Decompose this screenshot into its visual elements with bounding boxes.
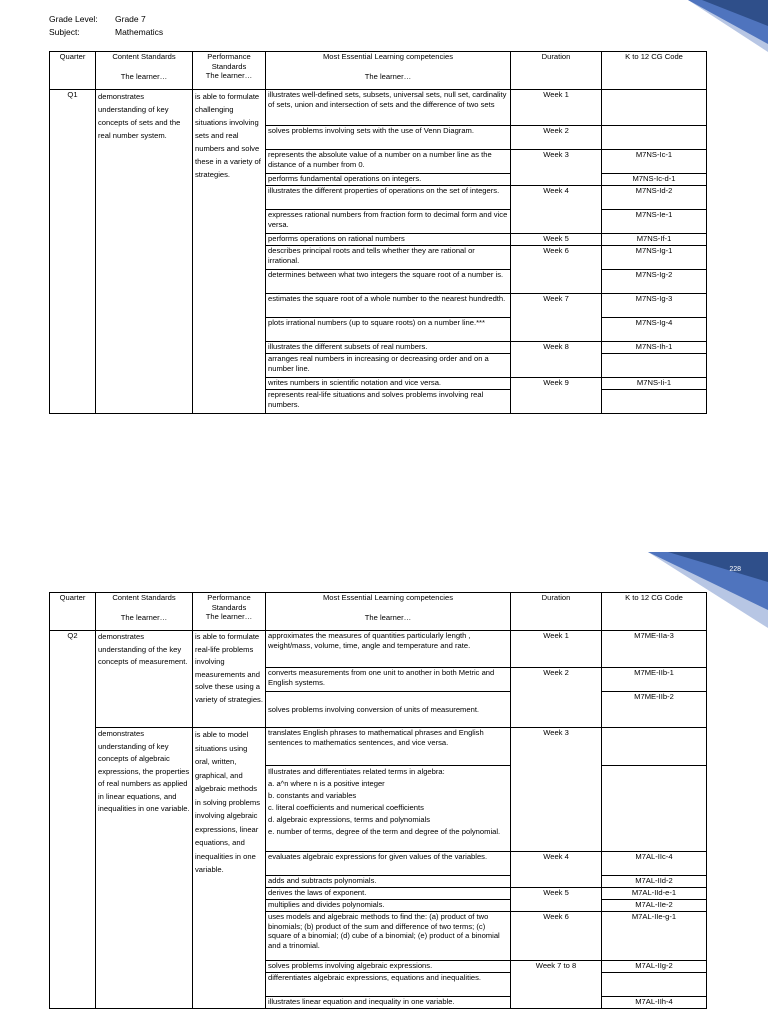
cg-code-cell: M7ME-IIa-3 bbox=[602, 631, 707, 668]
duration-cell: Week 3 bbox=[511, 728, 602, 852]
quarter-header: Quarter bbox=[50, 593, 96, 631]
performance-standards-header: Performance Standards The learner… bbox=[193, 52, 266, 90]
competency-cell: expresses rational numbers from fraction form to decimal form and vice versa. bbox=[266, 210, 511, 234]
cg-code-cell: M7AL-IIe-2 bbox=[602, 900, 707, 912]
competency-cell: plots irrational numbers (up to square roots) on a number line.*** bbox=[266, 318, 511, 342]
duration-cell: Week 5 bbox=[511, 234, 602, 246]
quarter-header: Quarter bbox=[50, 52, 96, 90]
duration-cell: Week 1 bbox=[511, 90, 602, 126]
cg-code-header: K to 12 CG Code bbox=[602, 593, 707, 631]
algebra-terms-intro: Illustrates and differentiates related terms in algebra: bbox=[268, 767, 445, 776]
subject-label: Subject: bbox=[49, 27, 80, 37]
competency-cell: solves problems involving algebraic expressions. bbox=[266, 961, 511, 973]
duration-cell: Week 9 bbox=[511, 378, 602, 414]
competency-cell bbox=[266, 766, 511, 852]
cg-code-cell bbox=[602, 973, 707, 997]
duration-cell: Week 5 bbox=[511, 888, 602, 912]
duration-header: Duration bbox=[511, 52, 602, 90]
cg-code-cell: M7NS-Ig-2 bbox=[602, 270, 707, 294]
cg-code-cell bbox=[602, 728, 707, 766]
page-number: 228 bbox=[729, 566, 741, 573]
algebra-terms-item-c: c. literal coefficients and numerical coefficients bbox=[268, 803, 424, 812]
document-header bbox=[49, 13, 163, 39]
duration-cell: Week 7 bbox=[511, 294, 602, 342]
competency-cell: translates English phrases to mathematical phrases and English sentences to mathematics sentences, and vice versa. bbox=[266, 728, 511, 766]
competency-cell: performs operations on rational numbers bbox=[266, 234, 511, 246]
competency-cell: converts measurements from one unit to another in both Metric and English systems. bbox=[266, 668, 511, 692]
competency-cell: writes numbers in scientific notation and vice versa. bbox=[266, 378, 511, 390]
cg-code-cell: M7AL-IIg-2 bbox=[602, 961, 707, 973]
content-standard-cell: demonstrates understanding of the key concepts of measurement. bbox=[96, 631, 193, 728]
competency-cell: multiplies and divides polynomials. bbox=[266, 900, 511, 912]
competency-cell: uses models and algebraic methods to find the: (a) product of two binomials; (b) product of the sum and difference of two terms; (c) square of a binomial; (d) cube of a binomial; (e) product of a binomial and a trinomial. bbox=[266, 912, 511, 961]
duration-header: Duration bbox=[511, 593, 602, 631]
performance-standards-header: Performance Standards The learner… bbox=[193, 593, 266, 631]
quarter-cell: Q2 bbox=[50, 631, 96, 1009]
competency-cell: represents the absolute value of a number on a number line as the distance of a number from 0. bbox=[266, 150, 511, 174]
algebra-terms-item-b: b. constants and variables bbox=[268, 791, 357, 800]
algebra-terms-item-d: d. algebraic expressions, terms and polynomials bbox=[268, 815, 431, 824]
performance-standard-cell: is able to formulate challenging situations involving sets and real numbers and solve these in a variety of strategies. bbox=[193, 90, 266, 414]
table-header-row bbox=[50, 593, 707, 631]
cg-code-cell bbox=[602, 126, 707, 150]
cg-code-cell: M7NS-Id-2 bbox=[602, 186, 707, 210]
cg-code-cell: M7AL-IIe-g-1 bbox=[602, 912, 707, 961]
cg-code-cell: M7NS-Ic-1 bbox=[602, 150, 707, 174]
corner-decoration-top bbox=[688, 0, 768, 52]
grade-level-label: Grade Level: bbox=[49, 14, 98, 24]
competency-cell: illustrates well-defined sets, subsets, universal sets, null set, cardinality of sets, union and intersection of sets and the difference of two sets bbox=[266, 90, 511, 126]
duration-cell: Week 2 bbox=[511, 668, 602, 728]
cg-code-cell: M7AL-IIc-4 bbox=[602, 852, 707, 876]
cg-code-cell: M7NS-Ii-1 bbox=[602, 378, 707, 390]
cg-code-cell bbox=[602, 90, 707, 126]
content-standards-header: Content Standards The learner… bbox=[96, 593, 193, 631]
competency-cell: illustrates linear equation and inequality in one variable. bbox=[266, 997, 511, 1009]
table-row bbox=[50, 631, 707, 668]
competency-cell: describes principal roots and tells whether they are rational or irrational. bbox=[266, 246, 511, 270]
cg-code-header: K to 12 CG Code bbox=[602, 52, 707, 90]
cg-code-cell: M7NS-Ie-1 bbox=[602, 210, 707, 234]
cg-code-cell: M7NS-If-1 bbox=[602, 234, 707, 246]
duration-cell: Week 8 bbox=[511, 342, 602, 378]
grade-level-value: Grade 7 bbox=[115, 14, 146, 24]
duration-cell: Week 1 bbox=[511, 631, 602, 668]
competency-cell: illustrates the different subsets of real numbers. bbox=[266, 342, 511, 354]
competency-cell: represents real-life situations and solves problems involving real numbers. bbox=[266, 390, 511, 414]
competency-cell: illustrates the different properties of operations on the set of integers. bbox=[266, 186, 511, 210]
competency-cell: estimates the square root of a whole number to the nearest hundredth. bbox=[266, 294, 511, 318]
duration-cell: Week 4 bbox=[511, 186, 602, 234]
cg-code-cell: M7ME-IIb-1 bbox=[602, 668, 707, 692]
duration-cell: Week 6 bbox=[511, 912, 602, 961]
cg-code-cell: M7NS-Ic-d-1 bbox=[602, 174, 707, 186]
performance-standard-cell: is able to model situations using oral, written, graphical, and algebraic methods in solving problems involving algebraic expressions, linear equations, and inequalities in one variable. bbox=[193, 728, 266, 1009]
competencies-header: Most Essential Learning competencies The learner… bbox=[266, 52, 511, 90]
competency-cell: adds and subtracts polynomials. bbox=[266, 876, 511, 888]
competency-cell: approximates the measures of quantities particularly length , weight/mass, volume, time, angle and temperature and rate. bbox=[266, 631, 511, 668]
cg-code-cell: M7AL-IIh-4 bbox=[602, 997, 707, 1009]
competencies-header: Most Essential Learning competencies The learner… bbox=[266, 593, 511, 631]
content-standards-header: Content Standards The learner… bbox=[96, 52, 193, 90]
cg-code-cell bbox=[602, 766, 707, 852]
competency-cell: arranges real numbers in increasing or decreasing order and on a number line. bbox=[266, 354, 511, 378]
competency-cell: solves problems involving sets with the use of Venn Diagram. bbox=[266, 126, 511, 150]
duration-cell: Week 3 bbox=[511, 150, 602, 186]
cg-code-cell: M7NS-Ig-3 bbox=[602, 294, 707, 318]
performance-standard-cell: is able to formulate real-life problems involving measurements and solve these using a variety of strategies. bbox=[193, 631, 266, 728]
table-row bbox=[50, 90, 707, 126]
competency-cell: differentiates algebraic expressions, equations and inequalities. bbox=[266, 973, 511, 997]
cg-code-cell bbox=[602, 354, 707, 378]
duration-cell: Week 2 bbox=[511, 126, 602, 150]
curriculum-table-q1 bbox=[49, 51, 707, 414]
duration-cell: Week 4 bbox=[511, 852, 602, 888]
table-header-row bbox=[50, 52, 707, 90]
table-row bbox=[50, 728, 707, 766]
content-standard-cell: demonstrates understanding of key concepts of algebraic expressions, the properties of real numbers as applied in linear equations, and inequalities in one variable. bbox=[96, 728, 193, 1009]
cg-code-cell: M7ME-IIb-2 bbox=[602, 692, 707, 728]
algebra-terms-item-e: e. number of terms, degree of the term and degree of the polynomial. bbox=[268, 827, 501, 836]
cg-code-cell: M7AL-IId-2 bbox=[602, 876, 707, 888]
cg-code-cell: M7NS-Ih-1 bbox=[602, 342, 707, 354]
algebra-terms-item-a: a. a^n where n is a positive integer bbox=[268, 779, 385, 788]
competency-cell: solves problems involving conversion of units of measurement. bbox=[266, 692, 511, 728]
duration-cell: Week 7 to 8 bbox=[511, 961, 602, 1009]
cg-code-cell: M7AL-IId-e-1 bbox=[602, 888, 707, 900]
competency-cell: evaluates algebraic expressions for given values of the variables. bbox=[266, 852, 511, 876]
competency-cell: performs fundamental operations on integers. bbox=[266, 174, 511, 186]
duration-cell: Week 6 bbox=[511, 246, 602, 294]
content-standard-cell: demonstrates understanding of key concepts of sets and the real number system. bbox=[96, 90, 193, 414]
cg-code-cell: M7NS-Ig-1 bbox=[602, 246, 707, 270]
subject-value: Mathematics bbox=[115, 27, 164, 37]
competency-cell: derives the laws of exponent. bbox=[266, 888, 511, 900]
quarter-cell: Q1 bbox=[50, 90, 96, 414]
cg-code-cell: M7NS-Ig-4 bbox=[602, 318, 707, 342]
cg-code-cell bbox=[602, 390, 707, 414]
curriculum-table-q2 bbox=[49, 592, 707, 1009]
competency-cell: determines between what two integers the square root of a number is. bbox=[266, 270, 511, 294]
